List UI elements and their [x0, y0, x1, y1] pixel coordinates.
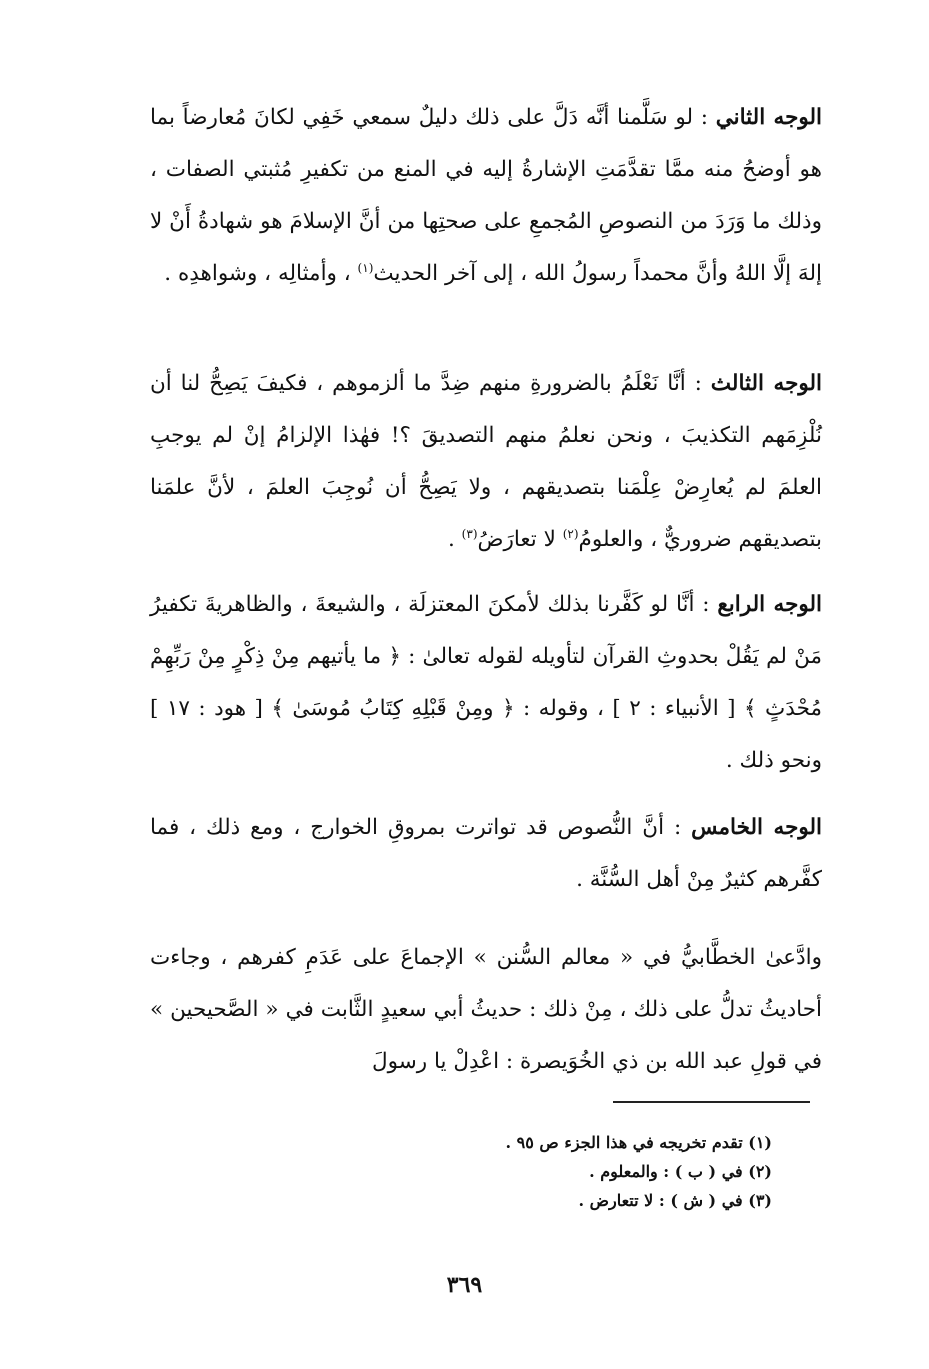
footnote-2: (٢) في ( ب ) : والمعلوم . [589, 1162, 772, 1181]
paragraph-khattabi [150, 932, 822, 1088]
footnote-1: (١) تقدم تخريجه في هذا الجزء ص ٩٥ . [505, 1133, 772, 1152]
paragraph-second-aspect [150, 92, 822, 300]
paragraph-third-aspect [150, 358, 822, 566]
paragraph-heading: الوجه الرابع [717, 592, 822, 617]
paragraph-heading: الوجه الثالث [710, 371, 822, 396]
paragraph-fourth-aspect [150, 579, 822, 787]
footnote-3: (٣) في ( ش ) : لا تتعارض . [578, 1191, 772, 1210]
paragraph-text: : أنَّا نَعْلَمُ بالضرورةِ منهم ضِدَّ ما ألزموهم ، فكيفَ يَصِحُّ لنا أن نُلْزِمَهم التكذيبَ ، ونحن نعلمُ منهم التصديقَ ؟! فهٰذا الإلزامُ إنْ لم يوجبِ العلمَ لم يُعارِضْ عِلْمَنا بتصديقهم ، ولا يَصِحُّ أن نُوجِبَ العلمَ ، لأنَّ علمَنا بتصديقهم ضروريٌّ ، والعلومُ [150, 371, 822, 552]
paragraph-text: : أنَّا لو كَفَّرنا بذلك لأمكنَ المعتزلَة ، والشيعةَ ، والظاهريةَ تكفيرُ مَنْ لم يَقُلْ بحدوثِ القرآن لتأويله لقوله تعالىٰ : ﴿ ما يأتيهم مِنْ ذِكْرٍ مِنْ رَبِّهِمْ مُحْدَثٍ ﴾ [ الأنبياء : ٢ ] ، وقوله : ﴿ ومِنْ قَبْلِهِ كِتَابُ مُوسَىٰ ﴾ [ هود : ١٧ ] ونحو ذلك . [150, 592, 822, 773]
paragraph-fifth-aspect [150, 802, 822, 906]
paragraph-text: : لو سَلَّمنا أنَّه دَلَّ على ذلك دليلٌ سمعي خَفِي لكانَ مُعارضاً بما هو أوضحُ منه ممَّا تقدَّمَتِ الإشارةُ إليه في المنع من تكفيرِ مُثبتي الصفات ، وذلك ما وَرَدَ من النصوصِ المُجمعِ على صحتِها من أنَّ الإسلامَ هو شهادةُ أَنْ لا إلهَ إلَّا اللهُ وأنَّ محمداً رسولُ الله ، إلى آخر الحديث [150, 105, 822, 286]
paragraph-text-continued: لا تعارَضُ [477, 527, 563, 552]
footnote-marker: (٣) [461, 526, 478, 541]
paragraph-text: : أنَّ النُّصوص قد تواترت بمروقِ الخوارج ، ومع ذلك ، فما كفَّرهم كثيرٌ مِنْ أهل السُّنَّة . [150, 815, 822, 892]
page-number: ٣٦٩ [446, 1272, 483, 1298]
footnote-separator [613, 1101, 810, 1103]
paragraph-text-end: . [448, 527, 462, 552]
footnote-marker: (١) [357, 260, 374, 275]
paragraph-text-continued: ، وأمثالِه ، وشواهدِه . [164, 261, 358, 286]
paragraph-text: وادَّعىٰ الخطَّابيُّ في « معالم السُّنن » الإجماعَ على عَدَمِ كفرهم ، وجاءت أحاديثُ تدلُّ على ذلك ، مِنْ ذلك : حديثُ أبي سعيدٍ الثَّابت في « الصَّحيحين » في قولِ عبد الله بن ذي الخُوَيصرة : اعْدِلْ يا رسولَ [150, 945, 822, 1074]
paragraph-heading: الوجه الخامس [691, 815, 822, 840]
paragraph-heading: الوجه الثاني [715, 105, 823, 130]
footnote-marker: (٢) [562, 526, 579, 541]
footnotes [150, 1128, 772, 1215]
